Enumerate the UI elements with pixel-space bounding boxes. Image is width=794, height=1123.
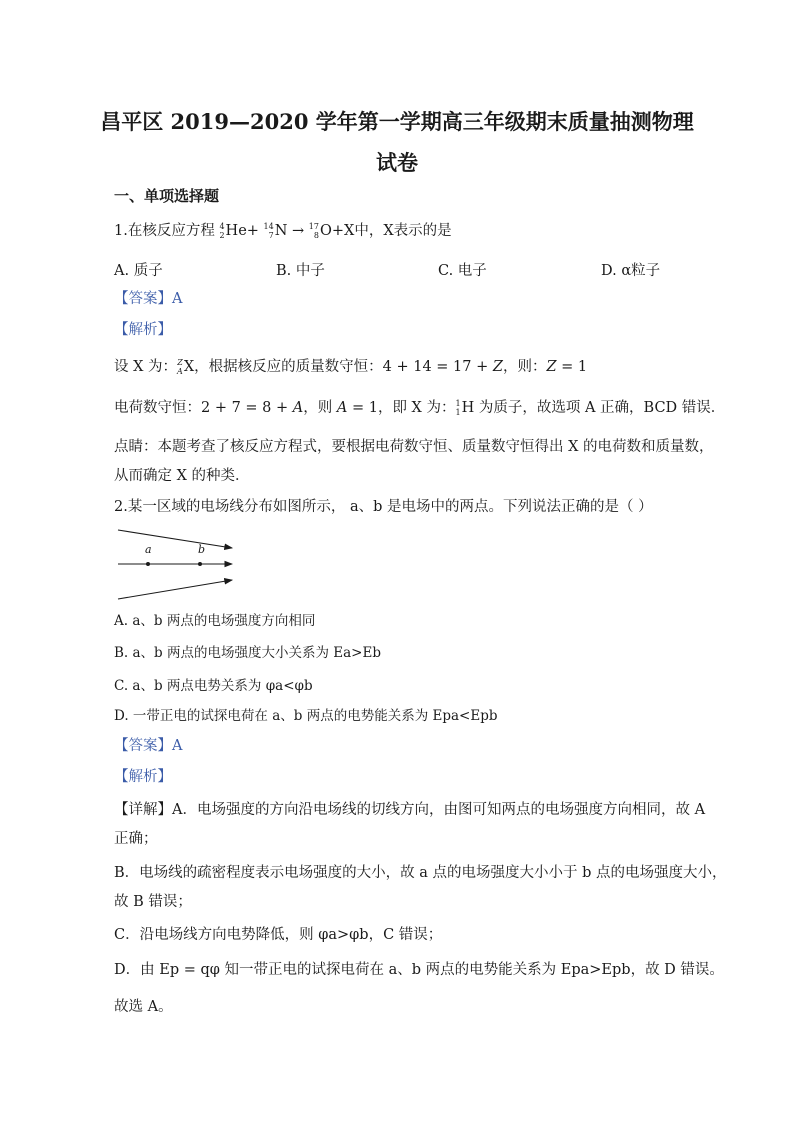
field-line-bottom <box>118 580 232 599</box>
q2-stem: 2.某一区域的电场线分布如图所示， a、b 是电场中的两点。下列说法正确的是（ ） <box>114 499 653 515</box>
h-charge: 1 <box>455 408 461 417</box>
math-a: A <box>292 400 304 416</box>
q1-eq-he: He+ <box>225 223 259 239</box>
q1-option-a: A. 质子 <box>114 263 163 279</box>
page-title-line2: 试卷 <box>376 150 418 175</box>
x-top: Z <box>177 358 183 367</box>
he-isotope-numbers <box>219 222 224 240</box>
math-a: A <box>336 400 348 416</box>
n-mass: 14 <box>263 222 274 231</box>
q2-detail-line4: 故 B 错误； <box>114 894 192 910</box>
text-segment: 电荷数守恒：2 + 7 = 8 + <box>114 400 293 416</box>
o-mass: 17 <box>308 222 319 231</box>
q2-option-d: D. 一带正电的试探电荷在 a、b 两点的电势能关系为 Epa<Epb <box>114 708 498 724</box>
q1-eq-arrow: → <box>287 223 309 239</box>
q2-detail-line5: C．沿电场线方向电势降低，则 φa>φb，C 错误； <box>114 927 443 943</box>
field-line-top <box>118 530 232 548</box>
q2-detail-line2: 正确； <box>114 831 158 847</box>
text-segment: ，则： <box>502 359 547 375</box>
q1-analysis-label: 【解析】 <box>114 322 172 338</box>
q2-detail-line1: 【详解】A．电场强度的方向沿电场线的切线方向，由图可知两点的电场强度方向相同，故 A <box>114 802 706 818</box>
page-title-line1: 昌平区 2019—2020 学年第一学期高三年级期末质量抽测物理 <box>100 109 694 134</box>
section-heading: 一、单项选择题 <box>114 187 220 205</box>
text-segment: X，根据核反应的质量数守恒：4 + 14 = 17 + <box>183 359 493 375</box>
q1-option-c: C. 电子 <box>438 263 487 279</box>
text-segment: = 1，即 X 为： <box>347 400 456 416</box>
q1-answer: 【答案】A <box>114 291 183 307</box>
o-charge: 8 <box>313 231 319 240</box>
q2-answer: 【答案】A <box>114 738 183 754</box>
text-segment: 设 X 为： <box>114 359 178 375</box>
q1-option-d: D. α粒子 <box>601 263 661 279</box>
q1-analysis-line2 <box>114 398 725 418</box>
text-segment: = 1 <box>556 359 588 375</box>
label-b: b <box>198 543 206 556</box>
q2-detail-line6: D．由 Ep = qφ 知一带正电的试探电荷在 a、b 两点的电势能关系为 Epa>Epb，故 D 错误。 <box>114 962 724 978</box>
q1-eq-o: O+X <box>319 223 355 239</box>
q1-eq-n: N <box>274 223 288 239</box>
label-a: a <box>145 543 152 556</box>
math-z: Z <box>492 359 503 375</box>
q2-option-a: A. a、b 两点的电场强度方向相同 <box>114 613 316 629</box>
q1-option-b: B. 中子 <box>276 263 325 279</box>
n-isotope-numbers <box>264 222 274 240</box>
h-mass: 1 <box>455 399 461 408</box>
math-z: Z <box>546 359 557 375</box>
point-b <box>198 562 202 566</box>
text-segment: ，则 <box>303 400 337 416</box>
q1-note-line1: 点睛：本题考查了核反应方程式，要根据电荷数守恒、质量数守恒得出 X 的电荷数和质量数， <box>114 439 714 455</box>
electric-field-figure <box>114 524 244 604</box>
q1-stem-suffix: 中，X表示的是 <box>354 223 452 239</box>
h-isotope-numbers <box>456 399 461 417</box>
q1-analysis-line1 <box>114 357 587 377</box>
q1-stem <box>114 221 452 241</box>
q2-option-b: B. a、b 两点的电场强度大小关系为 Ea>Eb <box>114 645 381 661</box>
he-mass: 4 <box>219 222 225 231</box>
he-charge: 2 <box>219 231 225 240</box>
o-isotope-numbers <box>309 222 319 240</box>
q2-detail-line3: B．电场线的疏密程度表示电场强度的大小，故 a 点的电场强度大小小于 b 点的电场强度大小， <box>114 865 727 881</box>
n-charge: 7 <box>268 231 274 240</box>
text-segment: H 为质子，故选项 A 正确，BCD 错误． <box>461 400 726 416</box>
q2-detail-line7: 故选 A。 <box>114 999 173 1015</box>
q2-option-c: C. a、b 两点电势关系为 φa<φb <box>114 678 313 694</box>
q1-note-line2: 从而确定 X 的种类． <box>114 468 250 484</box>
x-isotope-symbols <box>177 358 183 376</box>
x-bottom: A <box>177 367 183 376</box>
q2-analysis-label: 【解析】 <box>114 769 172 785</box>
q1-stem-prefix: 1.在核反应方程 <box>114 223 215 239</box>
point-a <box>146 562 150 566</box>
